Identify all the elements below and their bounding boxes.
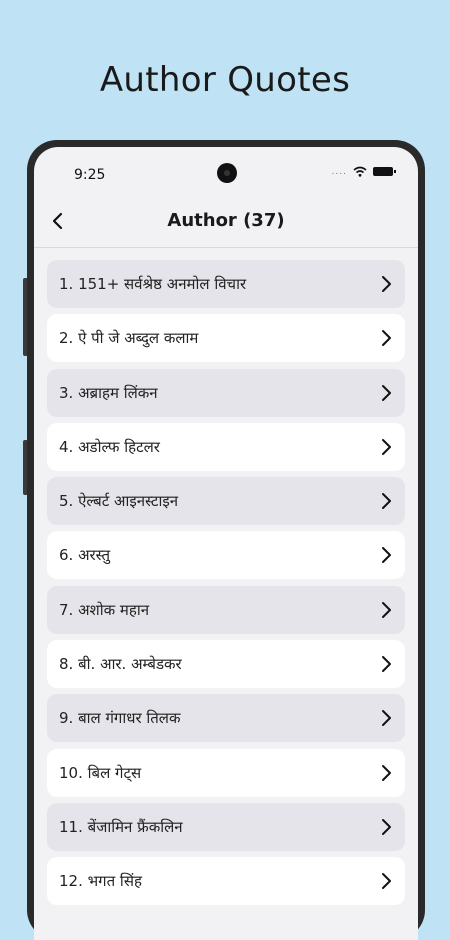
signal-dots: ....: [331, 166, 347, 177]
list-item-label: 4. अडोल्फ हिटलर: [59, 437, 160, 456]
wifi-icon: [353, 166, 367, 177]
list-item[interactable]: [47, 694, 405, 742]
list-item-label: 8. बी. आर. अम्बेडकर: [59, 655, 182, 674]
page-title: Author (37): [167, 210, 285, 231]
status-bar: [34, 147, 418, 197]
promo-title: Author Quotes: [99, 60, 351, 100]
phone-frame: [27, 140, 425, 940]
chevron-right-icon: [379, 817, 393, 837]
list-item[interactable]: [47, 803, 405, 851]
chevron-right-icon: [379, 545, 393, 565]
chevron-right-icon: [379, 708, 393, 728]
phone-screen: [34, 147, 418, 940]
chevron-right-icon: [379, 600, 393, 620]
nav-bar: [34, 197, 418, 248]
list-item[interactable]: [47, 531, 405, 579]
list-item[interactable]: [47, 749, 405, 797]
list-item-label: 7. अशोक महान: [59, 600, 150, 619]
camera-icon: [217, 163, 237, 183]
chevron-right-icon: [379, 274, 393, 294]
list-item[interactable]: [47, 369, 405, 417]
status-time: 9:25: [74, 167, 106, 183]
list-item[interactable]: [47, 423, 405, 471]
chevron-right-icon: [379, 871, 393, 891]
chevron-right-icon: [379, 328, 393, 348]
list-item[interactable]: [47, 857, 405, 905]
chevron-right-icon: [379, 437, 393, 457]
list-item-label: 12. भगत सिंह: [59, 872, 142, 891]
chevron-right-icon: [379, 654, 393, 674]
list-item-label: 1. 151+ सर्वश्रेष्ठ अनमोल विचार: [59, 275, 247, 293]
list-item[interactable]: [47, 586, 405, 634]
chevron-right-icon: [379, 491, 393, 511]
chevron-right-icon: [379, 383, 393, 403]
list-item[interactable]: [47, 640, 405, 688]
chevron-right-icon: [379, 763, 393, 783]
list-item-label: 11. बेंजामिन फ्रैंकलिन: [59, 817, 183, 836]
list-item-label: 9. बाल गंगाधर तिलक: [59, 709, 181, 728]
list-item-label: 2. ऐ पी जे अब्दुल कलाम: [59, 329, 199, 348]
list-item[interactable]: [47, 314, 405, 362]
status-icons: [332, 166, 393, 177]
author-list: [47, 260, 405, 912]
battery-icon: [373, 167, 393, 176]
list-item-label: 3. अब्राहम लिंकन: [59, 383, 158, 402]
list-item-label: 6. अरस्तु: [59, 546, 111, 565]
list-item[interactable]: [47, 260, 405, 308]
list-item-label: 5. ऐल्बर्ट आइनस्टाइन: [59, 492, 179, 511]
list-item[interactable]: [47, 477, 405, 525]
list-item-label: 10. बिल गेट्स: [59, 763, 142, 782]
